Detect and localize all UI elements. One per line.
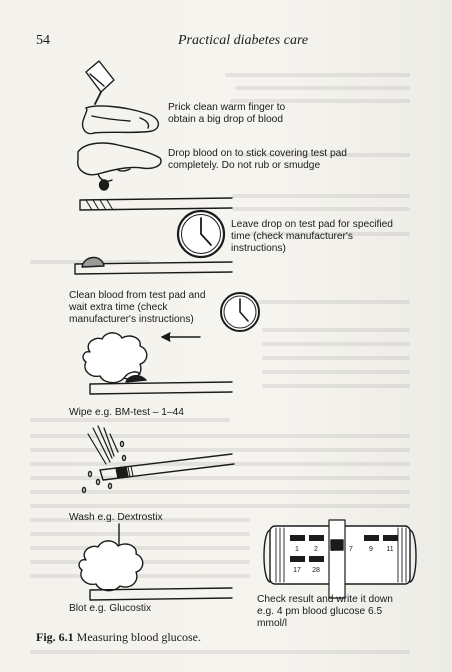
chart-number: 11 [386,546,394,553]
timer-clock-icon [221,293,259,331]
water-splash-icon [83,426,126,493]
running-title: Practical diabetes care [178,33,309,48]
chart-number: 17 [293,567,301,574]
step-wash-caption: Wash e.g. Dextrostix [69,512,163,523]
test-strip-3 [90,382,232,394]
test-strip-1 [80,198,232,210]
lancet-icon [86,61,114,104]
step-wipe-caption: Wipe e.g. BM-test – 1–44 [69,407,184,418]
step-result-caption: Check result and write it down e.g. 4 pm blood glucose 6.5 mmol/l [257,594,393,629]
step-leave-caption: Leave drop on test pad for specified time (check manufacturer's instructions) [231,219,393,254]
figure-caption [36,630,201,645]
cotton-wool-icon [79,541,143,591]
figure-caption-text: Measuring blood glucose. [76,630,201,644]
step-drop-caption: Drop blood on to stick covering test pad completely. Do not rub or smudge [168,148,347,171]
chart-number: 9 [369,546,373,553]
timer-clock-icon [178,211,224,257]
figure-label: Fig. 6.1 [36,630,74,644]
test-strip-blot [90,588,232,600]
cotton-wool-icon [83,333,147,383]
step-clean-caption: Clean blood from test pad and wait extra time (check manufacturer's instructions) [69,290,206,325]
chart-number: 1 [295,546,299,553]
chart-number: 28 [312,567,320,574]
chart-number: 3 [331,546,335,553]
page-number: 54 [36,33,50,48]
test-strip-2 [75,257,232,274]
finger-drop-icon [78,143,161,190]
hand-prick-icon [83,106,159,134]
chart-number: 2 [314,546,318,553]
colour-chart-bottle [264,520,416,598]
chart-number: 7 [349,546,353,553]
test-strip-wash [100,454,234,480]
step-prick-caption: Prick clean warm finger to obtain a big drop of blood [168,102,286,125]
step-blot-caption: Blot e.g. Glucostix [69,603,152,614]
arrow-left-icon [162,333,200,341]
